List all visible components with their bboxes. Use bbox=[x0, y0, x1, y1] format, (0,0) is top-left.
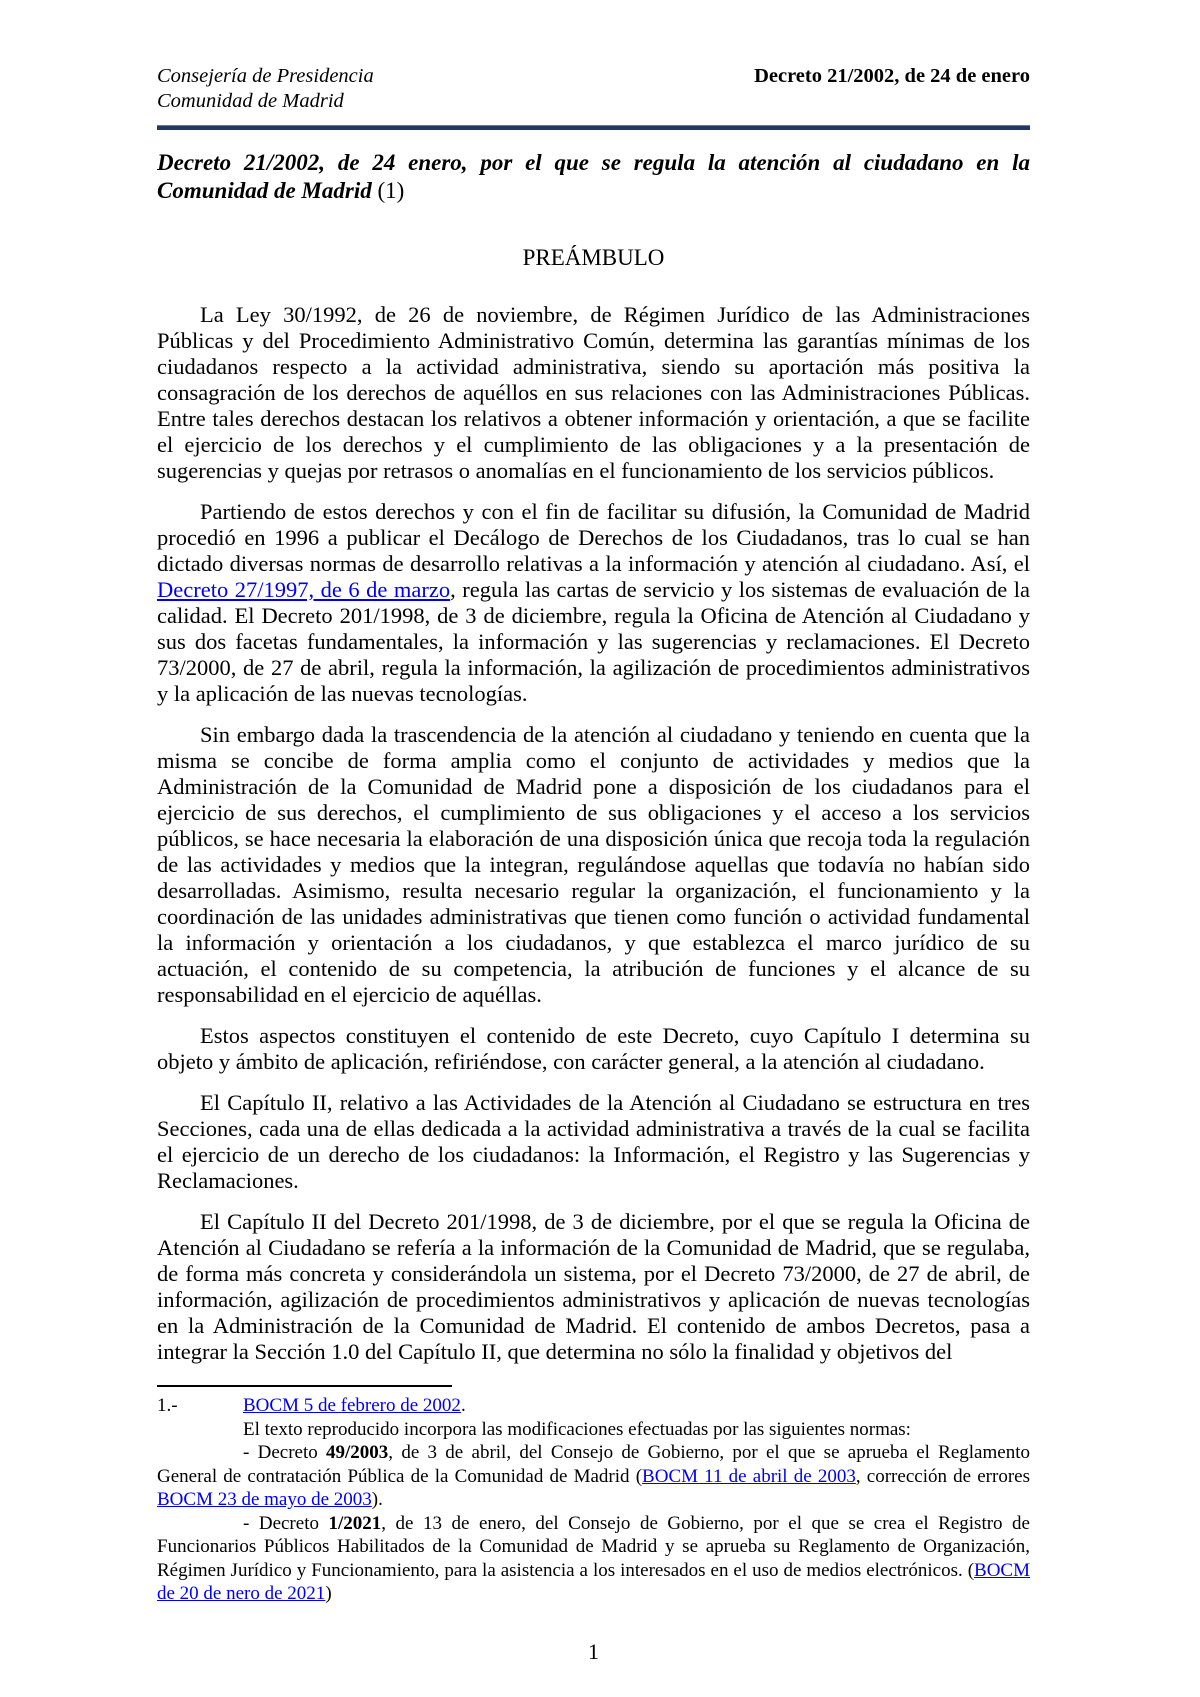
footnote-lead-line bbox=[157, 1394, 1030, 1418]
preamble-heading: PREÁMBULO bbox=[522, 245, 665, 270]
paragraph-2 bbox=[157, 499, 1030, 707]
text-run: ). bbox=[371, 1489, 383, 1510]
document-title bbox=[157, 149, 1030, 204]
footnote-intro: El texto reproducido incorpora las modificaciones efectuadas por las siguientes normas: bbox=[243, 1418, 911, 1440]
footnote-reference-marker: (1) bbox=[371, 177, 405, 203]
text-run: , de 3 de abril, del Consejo de Gobierno, por el que se aprueba el Reglamento General de contratación Pública de la Comunidad de Madrid ( bbox=[157, 1442, 1030, 1487]
text-run: ) bbox=[325, 1583, 332, 1604]
text-run: , corrección de errores bbox=[855, 1465, 1030, 1487]
footnote-lead-runs bbox=[243, 1395, 466, 1416]
paragraph-5 bbox=[157, 1090, 1030, 1194]
bold-text: 49/2003 bbox=[326, 1442, 389, 1463]
bold-text: 1/2021 bbox=[328, 1512, 382, 1534]
org-name: Consejería de Presidencia bbox=[157, 65, 374, 87]
link-decreto-27-1997[interactable]: Decreto 27/1997, de 6 de marzo bbox=[157, 577, 451, 602]
footnote-number: 1.- bbox=[157, 1395, 178, 1416]
link-bocm-11-abril-2003[interactable]: BOCM 11 de abril de 2003 bbox=[642, 1465, 856, 1487]
paragraph-3 bbox=[157, 722, 1030, 1008]
text-run: Estos aspectos constituyen el contenido de este Decreto, cuyo Capítulo I determina su objeto y ámbito de aplicación, refiriéndose, con carácter general, a la atención al ciudadano. bbox=[157, 1023, 1030, 1074]
text-run: . bbox=[460, 1395, 466, 1416]
link-bocm-5-febrero-2002[interactable]: BOCM 5 de febrero de 2002 bbox=[243, 1395, 461, 1416]
org-region: Comunidad de Madrid bbox=[157, 90, 344, 112]
header-decree-reference: Decreto 21/2002, de 24 de enero bbox=[754, 65, 1030, 87]
text-run: El Capítulo II, relativo a las Actividades de la Atención al Ciudadano se estructura en tres Secciones, cada una de ellas dedicada a la actividad administrativa a través de la cual se facilita el ejercicio de un derecho de los ciudadanos: la Información, el Registro y las Sugerencias y Reclamaciones. bbox=[157, 1090, 1030, 1193]
header-rule bbox=[157, 125, 1030, 130]
footnote-item-1 bbox=[157, 1441, 1030, 1512]
text-run: - Decreto bbox=[243, 1512, 329, 1534]
page-number: 1 bbox=[588, 1638, 599, 1664]
preamble-body bbox=[157, 302, 1030, 1365]
header-organization bbox=[157, 64, 374, 114]
link-bocm-23-mayo-2003[interactable]: BOCM 23 de mayo de 2003 bbox=[157, 1489, 372, 1510]
text-run: El Capítulo II del Decreto 201/1998, de 3 de diciembre, por el que se regula la Oficina de Atención al Ciudadano se refería a la información de la Comunidad de Madrid, que se regulaba, de forma más concreta y considerándola un sistema, por el Decreto 73/2000, de 27 de abril, de información, agilización de procedimientos administrativos y aplicación de nuevas tecnologías en la Administración de la Comunidad de Madrid. El contenido de ambos Decretos, pasa a integrar la Sección 1.0 del Capítulo II, que determina no sólo la finalidad y objetivos del bbox=[157, 1209, 1030, 1364]
paragraph-4 bbox=[157, 1023, 1030, 1075]
text-run: , regula las cartas de servicio y los sistemas de evaluación de la calidad. El Decreto 201/1998, de 3 de diciembre, regula la Oficina de Atención al Ciudadano y sus dos facetas fundamentales, la información y las sugerencias y reclamaciones. El Decreto 73/2000, de 27 de abril, regula la información, la agilización de procedimientos administrativos y la aplicación de las nuevas tecnologías. bbox=[157, 577, 1030, 706]
link-bocm-20-nero-2021[interactable]: BOCM de 20 de nero de 2021 bbox=[157, 1559, 1030, 1604]
footnote bbox=[157, 1394, 1030, 1606]
text-run: - Decreto bbox=[243, 1442, 327, 1463]
text-run: Partiendo de estos derechos y con el fin de facilitar su difusión, la Comunidad de Madrid procedió en 1996 a publicar el Decálogo de Derechos de los Ciudadanos, tras lo cual se han dictado diversas normas de desarrollo relativas a la información y atención al ciudadano. Así, el bbox=[157, 499, 1030, 576]
text-run: Sin embargo dada la trascendencia de la atención al ciudadano y teniendo en cuenta que la misma se concibe de forma amplia como el conjunto de actividades y medios que la Administración de la Comunidad de Madrid pone a disposición de los ciudadanos para el ejercicio de sus derechos, el cumplimiento de sus obligaciones y el acceso a los servicios públicos, se hace necesaria la elaboración de una disposición única que recoja toda la regulación de las actividades y medios que la integran, regulándose aquellas que todavía no habían sido desarrolladas. Asimismo, resulta necesario regular la organización, el funcionamiento y la coordinación de las unidades administrativas que tienen como función o actividad fundamental la información y orientación a los ciudadanos, y que establezca el marco jurídico de su actuación, el contenido de su competencia, la atribución de funciones y el alcance de su responsabilidad en el ejercicio de aquéllas. bbox=[157, 722, 1030, 1007]
text-run: La Ley 30/1992, de 26 de noviembre, de Régimen Jurídico de las Administraciones Públicas y del Procedimiento Administrativo Común, determina las garantías mínimas de los ciudadanos respecto a la actividad administrativa, siendo su aportación más positiva la consagración de los derechos de aquéllos en sus relaciones con las Administraciones Públicas. Entre tales derechos destacan los relativos a obtener información y orientación, a que se facilite el ejercicio de los derechos y el cumplimiento de las obligaciones y a la presentación de sugerencias y quejas por retrasos o anomalías en el funcionamiento de los servicios públicos. bbox=[157, 302, 1030, 483]
footnote-item-2 bbox=[157, 1512, 1030, 1606]
page-header bbox=[157, 64, 1030, 114]
document-title-text: Decreto 21/2002, de 24 enero, por el que se regula la atención al ciudadano en la Comunidad de Madrid bbox=[157, 150, 1030, 203]
text-run: , de 13 de enero, del Consejo de Gobierno, por el que se crea el Registro de Funcionarios Públicos Habilitados de la Comunidad de Madrid y se aprueba su Reglamento de Organización, Régimen Jurídico y Funcionamiento, para la asistencia a los interesados en el uso de medios electrónicos. ( bbox=[157, 1512, 1030, 1581]
paragraph-1 bbox=[157, 302, 1030, 484]
footnote-separator bbox=[157, 1385, 452, 1387]
paragraph-6 bbox=[157, 1209, 1030, 1365]
